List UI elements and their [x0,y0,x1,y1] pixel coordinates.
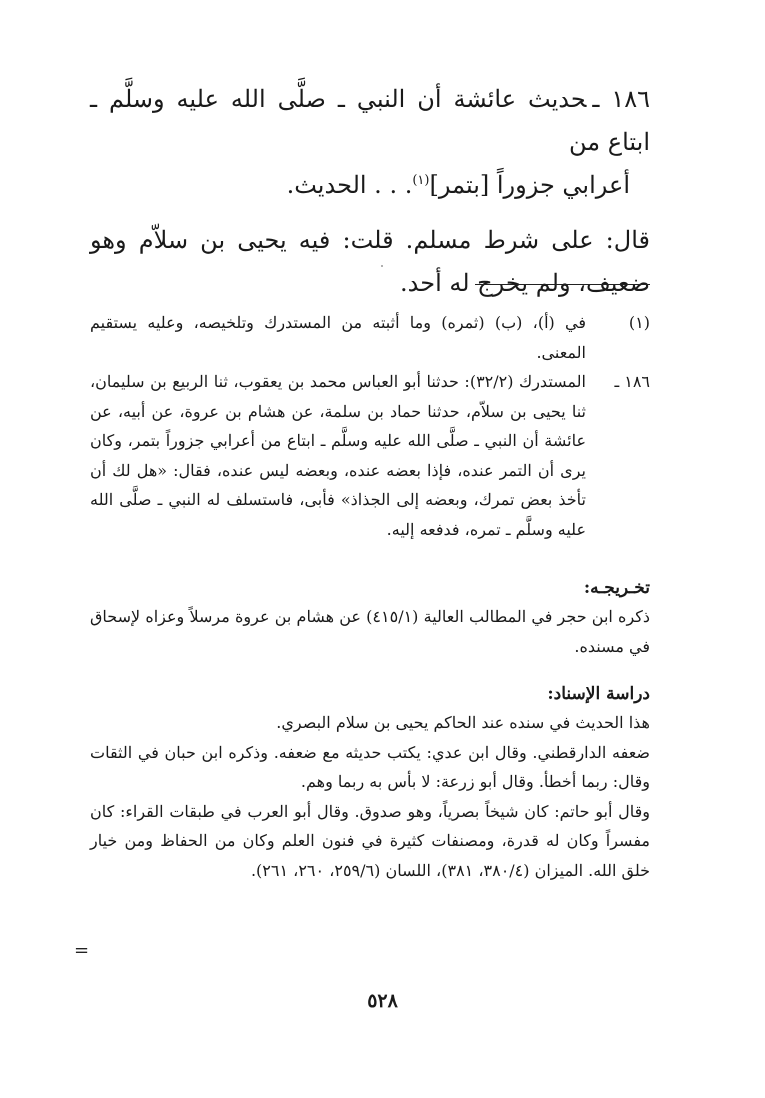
footnote-186 [90,367,650,544]
hadith-line-1: حديث عائشة أن النبي ـ صلَّى الله عليه وسلَّم ـ ابتاع من [90,85,650,156]
takhrij-section [90,574,650,661]
page-number: ٥٢٨ [367,990,398,1012]
footnote-1 [90,308,650,367]
footnote-186-label: ١٨٦ ـ [614,372,650,391]
continuation-mark: = [74,940,90,961]
footnotes [90,308,650,544]
isnad-section [90,680,650,885]
footnote-186-text: المستدرك (٣٢/٢): حدثنا أبو العباس محمد بن يعقوب، ثنا الربيع بن سليمان، ثنا يحيى بن سلاّم، حدثنا حماد بن سلمة، عن هشام بن عروة، عن أبيه، عن عائشة أن النبي ـ صلَّى الله عليه وسلَّم ـ ابتاع من أعرابي جزوراً بتمر، وكان يرى أن التمر عنده، فإذا بعضه عنده، وبعضه ليس عنده، فقال: «هل لك أن تأخذ بعض تمرك، وبعضه إلى الجذاذ» فأبى، فاستسلف له النبي ـ صلَّى الله عليه وسلَّم ـ تمره، فدفعه إليه. [90,372,587,539]
isnad-heading: دراسة الإسناد: [547,684,650,704]
hadith-line-2-tail: . . . الحديث. [286,171,413,199]
takhrij-heading: تخـريجـه: [583,578,650,598]
hadith-text [90,78,650,207]
isnad-paragraph-3: وقال أبو حاتم: كان شيخاً بصرياً، وهو صدوق. وقال أبو العرب في طبقات القراء: كان مفسراً وكان له قدرة، ومصنفات كثيرة في فنون العلم وكان من الحفاظ ومن خيار خلق الله. الميزان (٣٨٠/٤، ٣٨١)، اللسان (٢٥٩/٦، ٢٦٠، ٢٦١). [90,801,650,880]
isnad-paragraph-2: ضعفه الدارقطني. وقال ابن عدي: يكتب حديثه مع ضعفه. وذكره ابن حبان في الثقات وقال: ربما أخطأ. وقال أبو زرعة: لا بأس به ربما وهم. [90,742,650,791]
footnote-reference[interactable]: (١) [412,173,430,188]
hadith-number: ١٨٦ ـ [592,85,650,113]
takhrij-text: ذكره ابن حجر في المطالب العالية (٤١٥/١) عن هشام بن عروة مرسلاً وعزاه لإسحاق في مسنده. [90,607,651,656]
footnote-1-text: في (أ)، (ب) (ثمره) وما أثبته من المستدرك وتلخيصه، وعليه يستقيم المعنى. [90,313,586,362]
footnote-separator [475,284,650,285]
hadith-line-2 [90,164,650,207]
ink-speck [381,265,383,267]
isnad-line-1: هذا الحديث في سنده عند الحاكم يحيى بن سلام البصري. [276,713,650,732]
footnote-1-label: (١) [628,313,650,332]
hadith-line-2-text: أعرابي جزوراً [بتمر] [429,171,630,199]
hakim-verdict: قال: على شرط مسلم. قلت: فيه يحيى بن سلاّم وهو ضعيف، ولم يخرج له أحد. [90,226,650,297]
hadith-main-block [90,78,650,305]
